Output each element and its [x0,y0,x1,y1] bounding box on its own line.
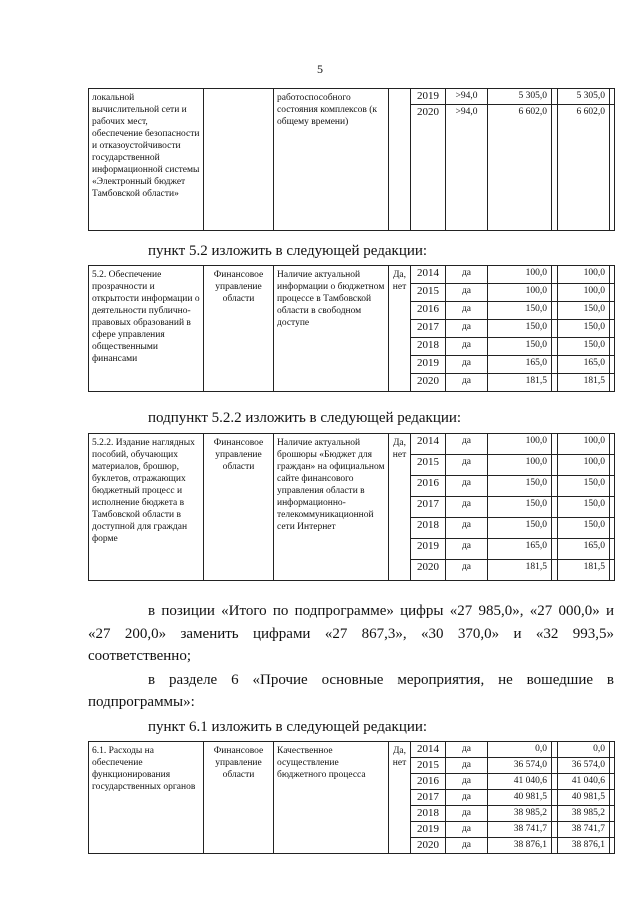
value-cell: 100,0 [488,284,552,302]
value-cell: 165,0 [558,356,610,374]
executor-cell: Финансовое управление области [204,266,274,392]
value-cell: 100,0 [558,455,610,476]
value-cell: 181,5 [558,560,610,581]
year-cell: 2019 [411,822,446,838]
value-cell: 165,0 [488,539,552,560]
year-cell: 2014 [411,742,446,758]
year-cell: 2018 [411,338,446,356]
measure-name-cell: 5.2. Обеспечение прозрачности и открытости информации о деятельности публично-правовых образований в сфере управления общественными финансами [89,266,204,392]
value-cell: 41 040,6 [488,774,552,790]
page-number: 5 [317,62,323,76]
spacer-cell [610,476,615,497]
year-cell: 2015 [411,284,446,302]
value-cell: 36 574,0 [558,758,610,774]
spacer-cell [610,758,615,774]
value-cell: 150,0 [558,320,610,338]
spacer-cell [610,266,615,284]
spacer-cell [610,497,615,518]
value-cell: 150,0 [558,338,610,356]
spacer-cell [610,560,615,581]
value-cell: 100,0 [558,266,610,284]
spacer-cell [610,105,615,231]
section6-line-2: подпрограммы»: [88,694,195,710]
table-row [89,89,615,105]
value-cell: 6 602,0 [488,105,552,231]
flag-cell: да [446,455,488,476]
value-cell: 150,0 [558,518,610,539]
year-cell: 2020 [411,374,446,392]
itogo-line-2: «27 200,0» заменить цифрами «27 867,3», «30 370,0» и «32 993,5» [88,626,614,642]
flag-cell: >94,0 [446,89,488,105]
flag-cell: да [446,302,488,320]
value-cell: 38 985,2 [558,806,610,822]
value-cell: 150,0 [488,302,552,320]
value-cell: 100,0 [488,266,552,284]
table-5-2-2 [88,433,615,581]
year-cell: 2014 [411,434,446,455]
flag-cell: да [446,560,488,581]
value-cell: 165,0 [558,539,610,560]
spacer-cell [610,374,615,392]
unit-cell: Да, нет [389,742,411,854]
flag-cell: да [446,284,488,302]
value-cell: 38 741,7 [488,822,552,838]
year-cell: 2014 [411,266,446,284]
year-cell: 2018 [411,806,446,822]
flag-cell: да [446,822,488,838]
value-cell: 150,0 [488,320,552,338]
value-cell: 150,0 [488,338,552,356]
year-cell: 2017 [411,790,446,806]
year-cell: 2017 [411,497,446,518]
flag-cell: да [446,790,488,806]
year-cell: 2017 [411,320,446,338]
value-cell: 6 602,0 [558,105,610,231]
measure-name-cell: 6.1. Расходы на обеспечение функционирования государственных органов [89,742,204,854]
flag-cell: да [446,838,488,854]
value-cell: 36 574,0 [488,758,552,774]
spacer-cell [610,284,615,302]
spacer-cell [610,539,615,560]
value-cell: 38 876,1 [558,838,610,854]
executor-cell: Финансовое управление области [204,434,274,581]
heading-5-2-2: подпункт 5.2.2 изложить в следующей редакции: [148,410,462,426]
value-cell: 165,0 [488,356,552,374]
value-cell: 100,0 [488,455,552,476]
heading-6-1: пункт 6.1 изложить в следующей редакции: [148,719,428,735]
table-row [89,742,615,758]
measure-name-cell: локальной вычислительной сети и рабочих мест, обеспечение безопасности и отказоустойчивости государственной информационной системы «Электронный бюджет Тамбовской области» [89,89,204,231]
flag-cell: да [446,758,488,774]
table-5-2 [88,265,615,392]
value-cell: 100,0 [558,284,610,302]
indicator-cell: Наличие актуальной информации о бюджетном процессе в Тамбовской области в свободном доступе [274,266,389,392]
measure-name-cell: 5.2.2. Издание наглядных пособий, обучающих материалов, брошюр, буклетов, отражающих бюджетный процесс и исполнение бюджета в Тамбовской области в доступной для граждан форме [89,434,204,581]
value-cell: 150,0 [488,518,552,539]
table-row [89,266,615,284]
indicator-cell: Наличие актуальной брошюры «Бюджет для граждан» на официальном сайте финансового управления области в информационно-телекоммуникационной сети Интернет [274,434,389,581]
spacer-cell [610,838,615,854]
spacer-cell [610,806,615,822]
indicator-cell: Качественное осуществление бюджетного процесса [274,742,389,854]
spacer-cell [610,338,615,356]
spacer-cell [610,790,615,806]
value-cell: 150,0 [488,497,552,518]
executor-cell [204,89,274,231]
year-cell: 2015 [411,455,446,476]
flag-cell: да [446,539,488,560]
value-cell: 181,5 [558,374,610,392]
year-cell: 2015 [411,758,446,774]
flag-cell: да [446,742,488,758]
unit-cell: Да, нет [389,434,411,581]
year-cell: 2020 [411,105,446,231]
flag-cell: да [446,806,488,822]
flag-cell: да [446,434,488,455]
spacer-cell [610,518,615,539]
value-cell: 150,0 [558,302,610,320]
flag-cell: да [446,476,488,497]
spacer-cell [610,742,615,758]
spacer-cell [610,356,615,374]
heading-5-2: пункт 5.2 изложить в следующей редакции: [148,243,428,259]
executor-cell: Финансовое управление области [204,742,274,854]
spacer-cell [610,774,615,790]
year-cell: 2019 [411,356,446,374]
table-continuation [88,88,615,231]
flag-cell: да [446,266,488,284]
value-cell: 100,0 [488,434,552,455]
unit-cell [389,89,411,231]
spacer-cell [610,455,615,476]
value-cell: 0,0 [488,742,552,758]
itogo-line-3: соответственно; [88,648,191,664]
spacer-cell [610,822,615,838]
value-cell: 5 305,0 [488,89,552,105]
value-cell: 181,5 [488,374,552,392]
value-cell: 150,0 [488,476,552,497]
value-cell: 150,0 [558,476,610,497]
flag-cell: да [446,338,488,356]
table-row [89,434,615,455]
year-cell: 2016 [411,476,446,497]
flag-cell: да [446,356,488,374]
itogo-line-1: в позиции «Итого по подпрограмме» цифры «27 985,0», «27 000,0» и [148,603,614,619]
flag-cell: да [446,774,488,790]
flag-cell: да [446,320,488,338]
value-cell: 150,0 [558,497,610,518]
table-6-1 [88,741,615,854]
flag-cell: да [446,518,488,539]
spacer-cell [610,434,615,455]
section6-line-1: в разделе 6 «Прочие основные мероприятия, не вошедшие в [148,672,614,688]
spacer-cell [610,89,615,105]
value-cell: 40 981,5 [488,790,552,806]
year-cell: 2020 [411,560,446,581]
year-cell: 2019 [411,89,446,105]
value-cell: 38 741,7 [558,822,610,838]
year-cell: 2019 [411,539,446,560]
flag-cell: >94,0 [446,105,488,231]
value-cell: 100,0 [558,434,610,455]
year-cell: 2018 [411,518,446,539]
spacer-cell [610,320,615,338]
year-cell: 2016 [411,774,446,790]
spacer-cell [610,302,615,320]
value-cell: 181,5 [488,560,552,581]
value-cell: 5 305,0 [558,89,610,105]
unit-cell: Да, нет [389,266,411,392]
value-cell: 40 981,5 [558,790,610,806]
flag-cell: да [446,374,488,392]
value-cell: 38 985,2 [488,806,552,822]
value-cell: 38 876,1 [488,838,552,854]
flag-cell: да [446,497,488,518]
value-cell: 41 040,6 [558,774,610,790]
year-cell: 2020 [411,838,446,854]
value-cell: 0,0 [558,742,610,758]
year-cell: 2016 [411,302,446,320]
indicator-cell: работоспособного состояния комплексов (к общему времени) [274,89,389,231]
